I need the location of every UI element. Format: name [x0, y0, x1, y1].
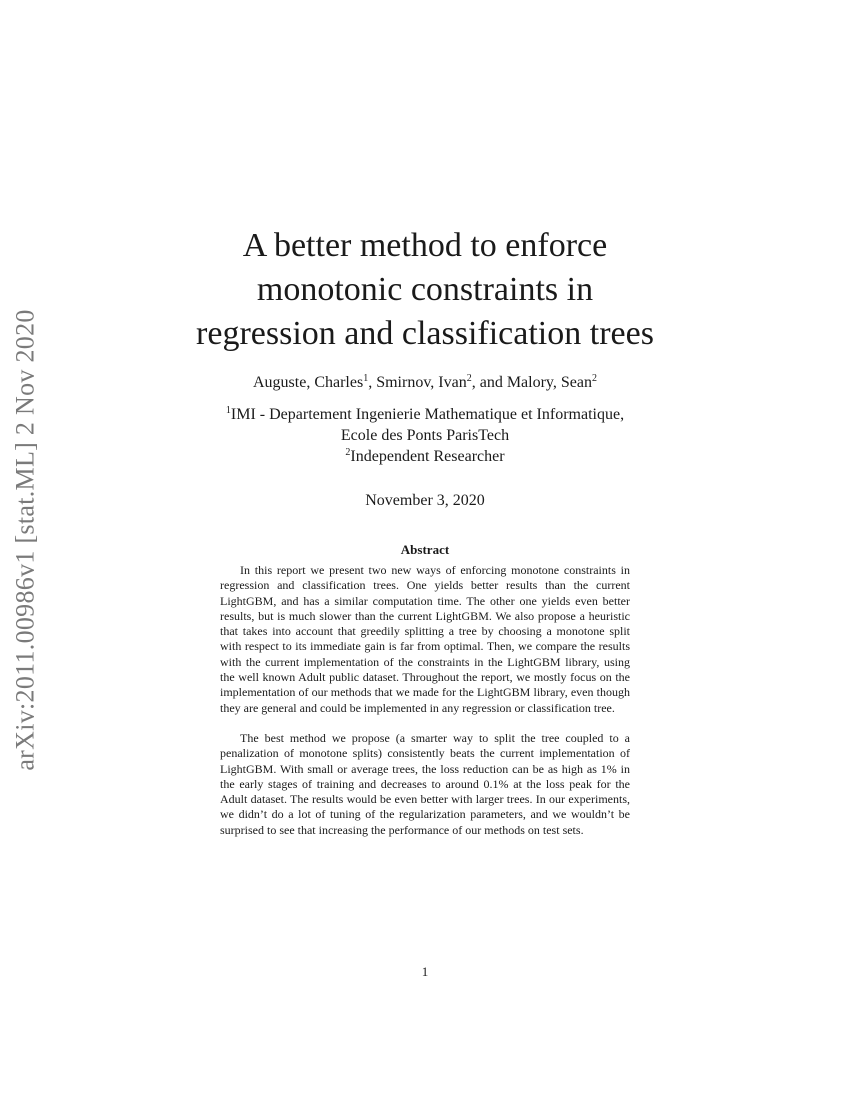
affiliation-line: Ecole des Ponts ParisTech [340, 427, 510, 444]
abstract-body [220, 563, 630, 853]
affiliations [0, 404, 850, 467]
title-line: A better method to enforce [242, 227, 608, 264]
abstract-paragraph: The best method we propose (a smarter way to split the tree coupled to a penalization of monotone splits) consistently beats the current implementation of LightGBM. With small or average trees, the loss reduction can be as high as 1% in the early stages of training and decreases to around 0.1% at the loss peak for the Adult dataset. The results would be even better with larger trees. In our experiments, we didn’t do a lot of tuning of the regularization parameters, and we wouldn’t be surprised to see that increasing the performance of our methods on test sets. [220, 730, 630, 837]
page-number: 1 [421, 964, 429, 979]
author-separator: , [368, 374, 377, 391]
arxiv-identifier-text: arXiv:2011.00986v1 [stat.ML] 2 Nov 2020 [11, 309, 41, 771]
affiliation-mark: 2 [345, 447, 351, 458]
abstract-paragraph: In this report we present two new ways of enforcing monotone constraints in regression and classification trees. One yields better results than the current LightGBM, and has a similar computation time. The other one yields even better results, but is much slower than the current LightGBM. We also propose a heuristic that takes into account that greedily splitting a tree by choosing a monotone split with respect to its immediate gain is far from optimal. Then, we compare the results with the current implementation of the constraints in the LightGBM library, using the well known Adult public dataset. Throughout the report, we mostly focus on the implementation of our methods that we made for the LightGBM library, even though they are general and could be implemented in any regression or classification tree. [220, 563, 630, 715]
publication-date: November 3, 2020 [365, 492, 485, 509]
author-separator: , and [471, 374, 507, 391]
arxiv-identifier [1, 290, 51, 790]
affiliation-mark: 1 [225, 405, 231, 416]
abstract-heading: Abstract [400, 542, 450, 557]
author-name: Auguste, Charles [253, 374, 364, 391]
title-line: monotonic constraints in [256, 271, 594, 308]
paper-title [0, 224, 850, 356]
title-line: regression and classification trees [196, 315, 654, 352]
affiliation-line [0, 404, 850, 425]
affiliation-mark: 2 [592, 373, 597, 384]
affiliation-text: Independent Researcher [350, 448, 505, 465]
affiliation-text: IMI - Departement Ingenierie Mathematique et Informatique, [230, 406, 625, 423]
author-list [0, 372, 850, 394]
author-name: Malory, Sean [506, 374, 592, 391]
affiliation-mark: 1 [363, 373, 369, 384]
author-name: Smirnov, Ivan [376, 374, 467, 391]
affiliation-line [0, 446, 850, 467]
affiliation-mark: 2 [466, 373, 472, 384]
